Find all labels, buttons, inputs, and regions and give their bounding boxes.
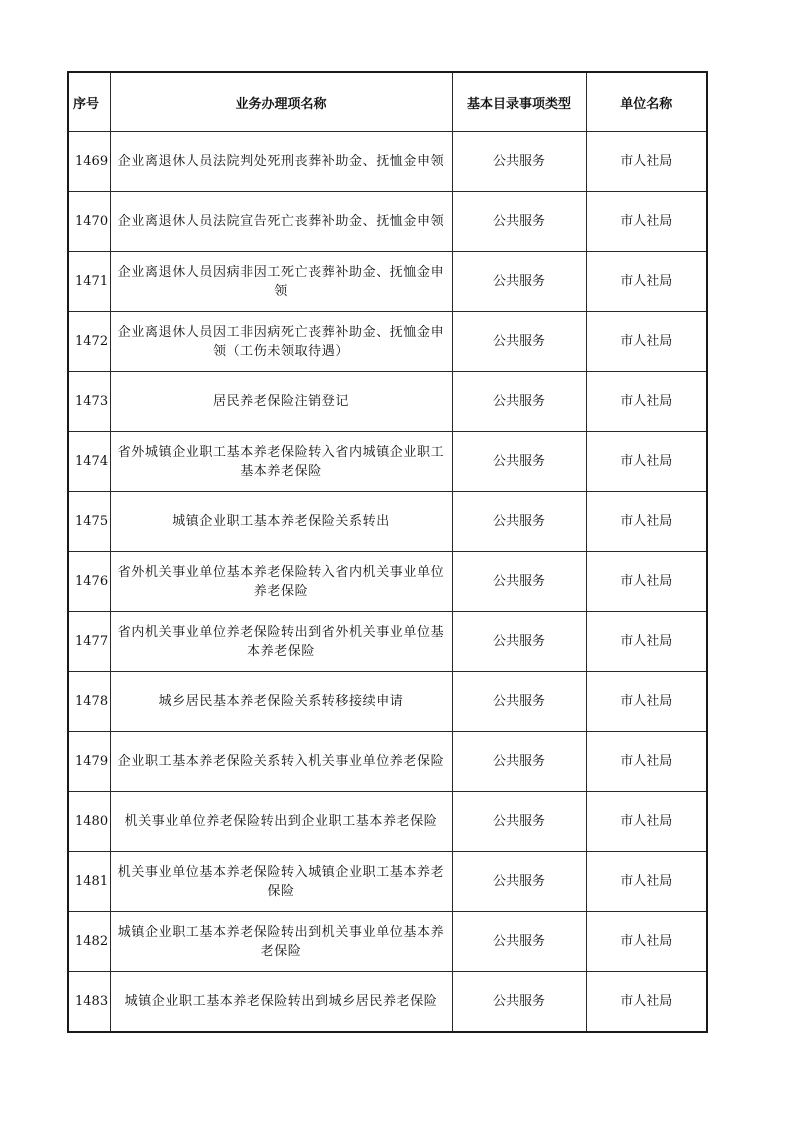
table-row xyxy=(68,972,707,1033)
row-item-name: 省内机关事业单位养老保险转出到省外机关事业单位基本养老保险 xyxy=(110,612,452,672)
table-row xyxy=(68,552,707,612)
row-unit-name: 市人社局 xyxy=(586,372,707,432)
table-row xyxy=(68,252,707,312)
row-unit-name: 市人社局 xyxy=(586,672,707,732)
row-item-type: 公共服务 xyxy=(452,912,586,972)
row-seq: 1471 xyxy=(68,252,110,312)
row-seq: 1481 xyxy=(68,852,110,912)
row-seq: 1473 xyxy=(68,372,110,432)
row-seq: 1472 xyxy=(68,312,110,372)
row-unit-name: 市人社局 xyxy=(586,972,707,1033)
table-row xyxy=(68,792,707,852)
row-seq: 1482 xyxy=(68,912,110,972)
row-seq: 1470 xyxy=(68,192,110,252)
row-unit-name: 市人社局 xyxy=(586,852,707,912)
row-item-name: 机关事业单位养老保险转出到企业职工基本养老保险 xyxy=(110,792,452,852)
row-seq: 1479 xyxy=(68,732,110,792)
table-body xyxy=(68,132,707,1033)
row-seq: 1469 xyxy=(68,132,110,192)
table-row xyxy=(68,312,707,372)
row-unit-name: 市人社局 xyxy=(586,432,707,492)
header-unit-name: 单位名称 xyxy=(586,72,707,132)
table-row xyxy=(68,492,707,552)
row-item-type: 公共服务 xyxy=(452,672,586,732)
table-row xyxy=(68,372,707,432)
table-row xyxy=(68,192,707,252)
row-seq: 1475 xyxy=(68,492,110,552)
table-row xyxy=(68,672,707,732)
row-item-type: 公共服务 xyxy=(452,612,586,672)
service-items-table xyxy=(67,71,708,1033)
row-item-type: 公共服务 xyxy=(452,312,586,372)
row-unit-name: 市人社局 xyxy=(586,552,707,612)
row-item-type: 公共服务 xyxy=(452,492,586,552)
row-seq: 1477 xyxy=(68,612,110,672)
table-row xyxy=(68,852,707,912)
row-item-type: 公共服务 xyxy=(452,372,586,432)
row-item-type: 公共服务 xyxy=(452,732,586,792)
row-item-name: 城镇企业职工基本养老保险转出到城乡居民养老保险 xyxy=(110,972,452,1033)
row-item-type: 公共服务 xyxy=(452,192,586,252)
row-unit-name: 市人社局 xyxy=(586,732,707,792)
row-seq: 1474 xyxy=(68,432,110,492)
row-item-name: 机关事业单位基本养老保险转入城镇企业职工基本养老保险 xyxy=(110,852,452,912)
table-row xyxy=(68,432,707,492)
row-item-name: 居民养老保险注销登记 xyxy=(110,372,452,432)
row-unit-name: 市人社局 xyxy=(586,912,707,972)
row-item-type: 公共服务 xyxy=(452,852,586,912)
row-seq: 1483 xyxy=(68,972,110,1033)
header-seq: 序号 xyxy=(68,72,110,132)
table-row xyxy=(68,912,707,972)
row-item-name: 省外城镇企业职工基本养老保险转入省内城镇企业职工基本养老保险 xyxy=(110,432,452,492)
row-item-name: 省外机关事业单位基本养老保险转入省内机关事业单位养老保险 xyxy=(110,552,452,612)
row-unit-name: 市人社局 xyxy=(586,252,707,312)
row-item-name: 企业离退休人员法院判处死刑丧葬补助金、抚恤金申领 xyxy=(110,132,452,192)
row-item-name: 企业离退休人员法院宣告死亡丧葬补助金、抚恤金申领 xyxy=(110,192,452,252)
row-item-name: 企业离退休人员因工非因病死亡丧葬补助金、抚恤金申领（工伤未领取待遇） xyxy=(110,312,452,372)
row-item-type: 公共服务 xyxy=(452,972,586,1033)
row-unit-name: 市人社局 xyxy=(586,492,707,552)
table-row xyxy=(68,132,707,192)
row-item-type: 公共服务 xyxy=(452,432,586,492)
row-seq: 1476 xyxy=(68,552,110,612)
row-item-name: 企业职工基本养老保险关系转入机关事业单位养老保险 xyxy=(110,732,452,792)
header-item-type: 基本目录事项类型 xyxy=(452,72,586,132)
row-item-type: 公共服务 xyxy=(452,132,586,192)
row-unit-name: 市人社局 xyxy=(586,132,707,192)
row-unit-name: 市人社局 xyxy=(586,192,707,252)
row-seq: 1478 xyxy=(68,672,110,732)
table-row xyxy=(68,732,707,792)
header-item-name: 业务办理项名称 xyxy=(110,72,452,132)
table-row xyxy=(68,612,707,672)
row-item-type: 公共服务 xyxy=(452,252,586,312)
row-item-name: 城乡居民基本养老保险关系转移接续申请 xyxy=(110,672,452,732)
row-unit-name: 市人社局 xyxy=(586,612,707,672)
row-unit-name: 市人社局 xyxy=(586,792,707,852)
row-item-type: 公共服务 xyxy=(452,792,586,852)
row-item-name: 企业离退休人员因病非因工死亡丧葬补助金、抚恤金申领 xyxy=(110,252,452,312)
table-header-row xyxy=(68,72,707,132)
row-unit-name: 市人社局 xyxy=(586,312,707,372)
row-seq: 1480 xyxy=(68,792,110,852)
row-item-name: 城镇企业职工基本养老保险转出到机关事业单位基本养老保险 xyxy=(110,912,452,972)
row-item-name: 城镇企业职工基本养老保险关系转出 xyxy=(110,492,452,552)
row-item-type: 公共服务 xyxy=(452,552,586,612)
